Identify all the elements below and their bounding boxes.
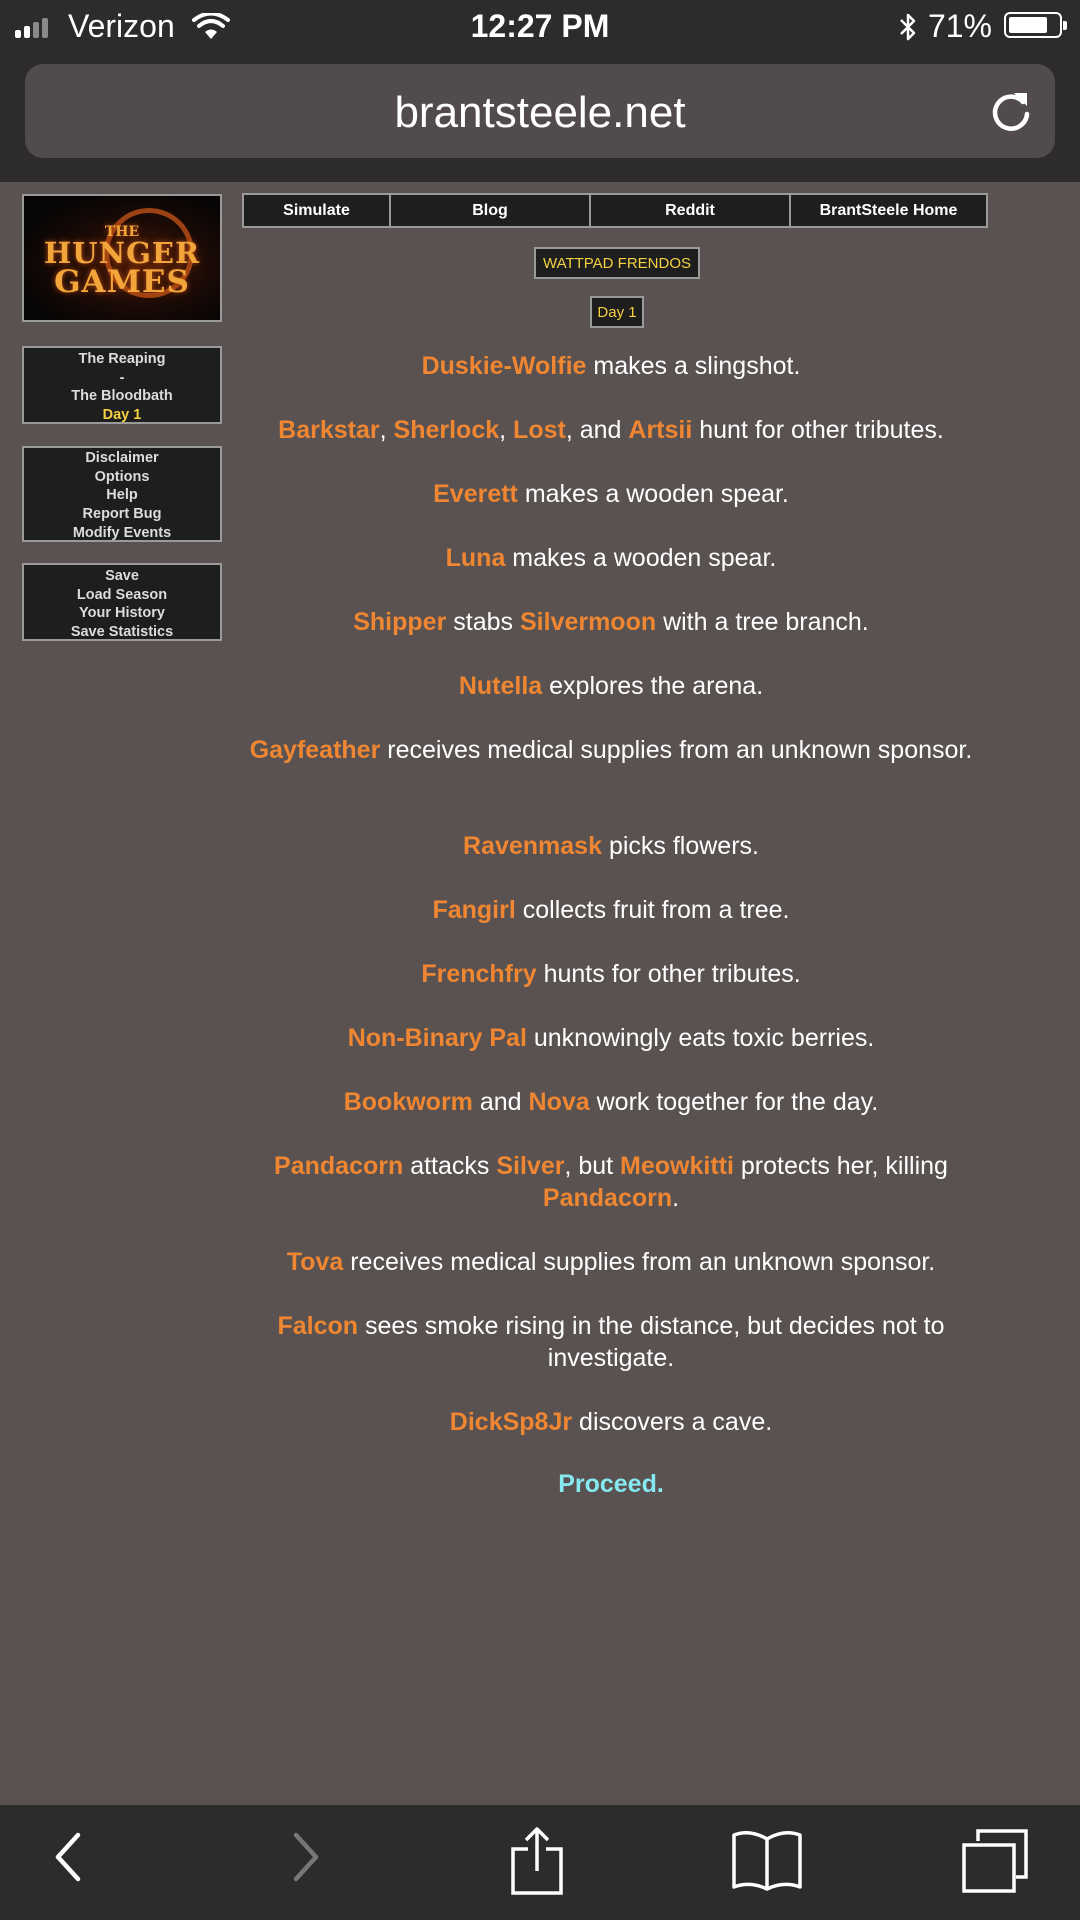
event-description: work together for the day. [589, 1088, 879, 1116]
event-description: makes a slingshot. [586, 352, 801, 380]
tribute-name: Pandacorn [542, 1184, 673, 1212]
day-label: Day 1 [590, 296, 644, 328]
logo-line-1: THE [104, 224, 140, 240]
url-text[interactable]: brantsteele.net [394, 88, 686, 137]
bluetooth-icon [898, 11, 918, 43]
battery-icon [1004, 12, 1062, 38]
nav-reddit[interactable]: Reddit [589, 195, 789, 226]
event-description: makes a wooden spear. [505, 544, 777, 572]
event-text [242, 670, 980, 702]
browser-chrome [0, 54, 1080, 182]
tribute-name: Pandacorn [274, 1152, 404, 1180]
event-text [242, 414, 980, 446]
back-icon[interactable] [48, 1827, 88, 1887]
tribute-name: Sherlock [393, 416, 500, 444]
tribute-name: Non-Binary Pal [347, 1024, 527, 1052]
event-text [242, 958, 980, 990]
tribute-name: Falcon [277, 1312, 359, 1340]
nav-blog[interactable]: Blog [389, 195, 589, 226]
share-icon[interactable] [508, 1827, 566, 1897]
reload-icon[interactable] [989, 88, 1033, 134]
battery-percent: 71% [927, 8, 992, 44]
info-menu [22, 446, 222, 542]
menu-item-help[interactable]: Help [106, 487, 138, 504]
menu-item-load-season[interactable]: Load Season [76, 586, 168, 603]
tribute-name: Fangirl [432, 896, 516, 924]
menu-item-save[interactable]: Save [105, 568, 139, 584]
menu-separator: - [119, 369, 125, 386]
proceed-link[interactable]: Proceed. [558, 1470, 664, 1498]
tribute-name: Barkstar [278, 416, 380, 444]
menu-item-options[interactable]: Options [94, 468, 150, 485]
tribute-name: Shipper [353, 608, 447, 636]
logo-line-2: HUNGER [43, 236, 201, 270]
menu-item-modify-events[interactable]: Modify Events [72, 524, 172, 541]
event-description: stabs [446, 608, 520, 636]
tribute-name: Tova [286, 1248, 344, 1276]
bookmarks-icon[interactable] [730, 1827, 804, 1893]
progress-menu [22, 346, 222, 424]
event-description: attacks [403, 1152, 497, 1180]
menu-item-day-1[interactable]: Day 1 [102, 407, 142, 424]
tribute-name: Lost [513, 416, 566, 444]
event-text [242, 478, 980, 510]
tribute-name: Nova [528, 1088, 590, 1116]
tribute-name: Everett [433, 480, 518, 508]
event-description: , [499, 416, 514, 444]
season-title: WATTPAD FRENDOS [534, 247, 700, 279]
logo-line-3: GAMES [54, 264, 190, 300]
event-text [242, 1406, 980, 1438]
menu-item-disclaimer[interactable]: Disclaimer [85, 450, 159, 466]
event-description: hunt for other tributes. [692, 416, 944, 444]
address-bar[interactable] [25, 64, 1055, 158]
data-menu [22, 563, 222, 641]
event-text [242, 542, 980, 574]
event-text [242, 1086, 980, 1118]
nav-brantsteele-home[interactable]: BrantSteele Home [789, 195, 986, 226]
event-description: and [472, 1088, 529, 1116]
clock: 12:27 PM [470, 8, 610, 44]
event-description: , but [564, 1152, 621, 1180]
tribute-name: DickSp8Jr [449, 1408, 573, 1436]
tribute-name: Frenchfry [421, 960, 537, 988]
event-description: receives medical supplies from an unknown sponsor. [380, 736, 973, 764]
tribute-name: Ravenmask [463, 832, 602, 860]
tribute-name: Duskie-Wolfie [421, 352, 587, 380]
menu-item-your-history[interactable]: Your History [79, 605, 165, 622]
tabs-icon[interactable] [960, 1827, 1030, 1895]
event-description: hunts for other tributes. [536, 960, 801, 988]
menu-item-reaping[interactable]: The Reaping [78, 351, 166, 367]
event-text [242, 1150, 980, 1214]
status-bar [0, 0, 1080, 54]
nav-simulate[interactable]: Simulate [283, 201, 350, 219]
tribute-name: Luna [445, 544, 506, 572]
event-description: unknowingly eats toxic berries. [526, 1024, 875, 1052]
event-description: protects her, killing [733, 1152, 948, 1180]
event-description: makes a wooden spear. [517, 480, 789, 508]
menu-item-save-statistics[interactable]: Save Statistics [70, 624, 174, 641]
event-text [242, 734, 980, 766]
event-description: receives medical supplies from an unknown sponsor. [343, 1248, 936, 1276]
event-text [242, 1310, 980, 1374]
event-description: discovers a cave. [572, 1408, 773, 1436]
event-text [242, 606, 980, 638]
event-text [242, 894, 980, 926]
menu-item-report-bug[interactable]: Report Bug [82, 506, 162, 523]
event-text [242, 1022, 980, 1054]
tribute-name: Artsii [628, 416, 693, 444]
tribute-name: Nutella [458, 672, 543, 700]
event-text [242, 830, 980, 862]
event-text [242, 1246, 980, 1278]
event-description: , and [565, 416, 629, 444]
event-description: explores the arena. [542, 672, 764, 700]
event-description: picks flowers. [602, 832, 759, 860]
event-description: with a tree branch. [656, 608, 869, 636]
carrier-name: Verizon [68, 8, 175, 44]
tribute-name: Bookworm [343, 1088, 473, 1116]
top-nav [242, 193, 988, 228]
menu-item-bloodbath[interactable]: The Bloodbath [71, 388, 173, 405]
tribute-name: Silvermoon [519, 608, 657, 636]
event-description: , [379, 416, 394, 444]
browser-toolbar [0, 1805, 1080, 1920]
event-description: sees smoke rising in the distance, but decides not to investigate. [358, 1312, 945, 1372]
event-text [242, 350, 980, 382]
tribute-name: Silver [496, 1152, 565, 1180]
forward-icon[interactable] [286, 1827, 326, 1887]
event-description: collects fruit from a tree. [515, 896, 790, 924]
event-description: . [672, 1184, 680, 1212]
hunger-games-logo[interactable] [22, 194, 222, 322]
tribute-name: Gayfeather [249, 736, 381, 764]
tribute-name: Meowkitti [620, 1152, 734, 1180]
